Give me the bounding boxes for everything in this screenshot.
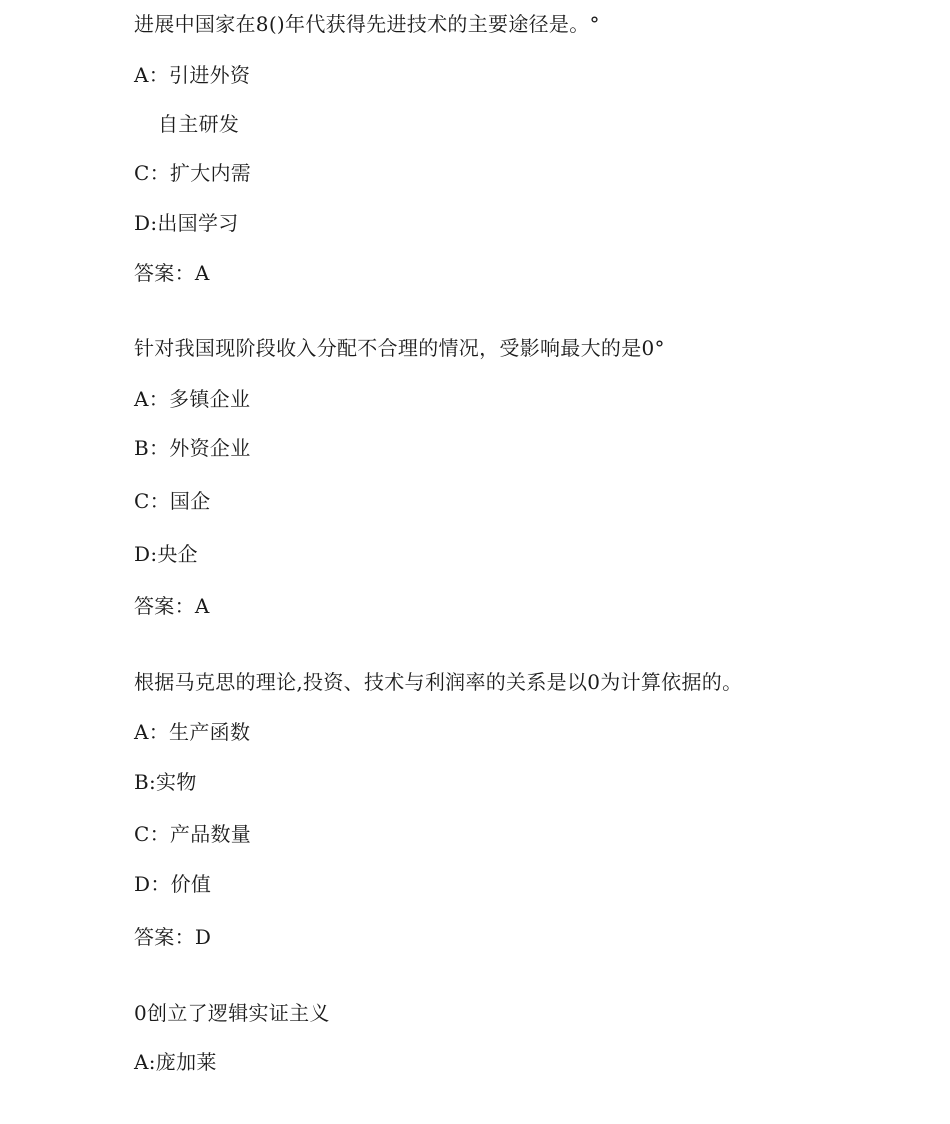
question-2-option-c: C：国企 bbox=[134, 489, 211, 513]
question-3-option-d: D：价值 bbox=[134, 872, 212, 896]
question-1-option-b: 自主研发 bbox=[158, 112, 240, 136]
question-3-option-b: B:实物 bbox=[134, 770, 197, 794]
question-1-stem: 进展中国家在8()年代获得先进技术的主要途径是。° bbox=[134, 12, 600, 36]
question-4-stem: 0创立了逻辑实证主义 bbox=[134, 1001, 330, 1025]
question-3-answer: 答案：D bbox=[134, 925, 212, 949]
question-2-stem: 针对我国现阶段收入分配不合理的情况，受影响最大的是0° bbox=[134, 336, 665, 360]
question-2-option-b: B：外资企业 bbox=[134, 436, 251, 460]
question-1-option-a: A：引进外资 bbox=[134, 63, 251, 87]
question-2-option-d: D:央企 bbox=[134, 542, 198, 566]
question-4-option-a: A:庞加莱 bbox=[134, 1050, 217, 1074]
question-3-stem: 根据马克思的理论,投资、技术与利润率的关系是以0为计算依据的。 bbox=[134, 670, 743, 694]
question-1-option-c: C：扩大内需 bbox=[134, 161, 252, 185]
question-2-answer: 答案：A bbox=[134, 594, 210, 618]
question-3-option-c: C：产品数量 bbox=[134, 822, 252, 846]
question-3-option-a: A：生产函数 bbox=[134, 720, 251, 744]
question-2-option-a: A：多镇企业 bbox=[134, 387, 251, 411]
question-1-option-d: D:出国学习 bbox=[134, 211, 239, 235]
question-1-answer: 答案：A bbox=[134, 261, 210, 285]
